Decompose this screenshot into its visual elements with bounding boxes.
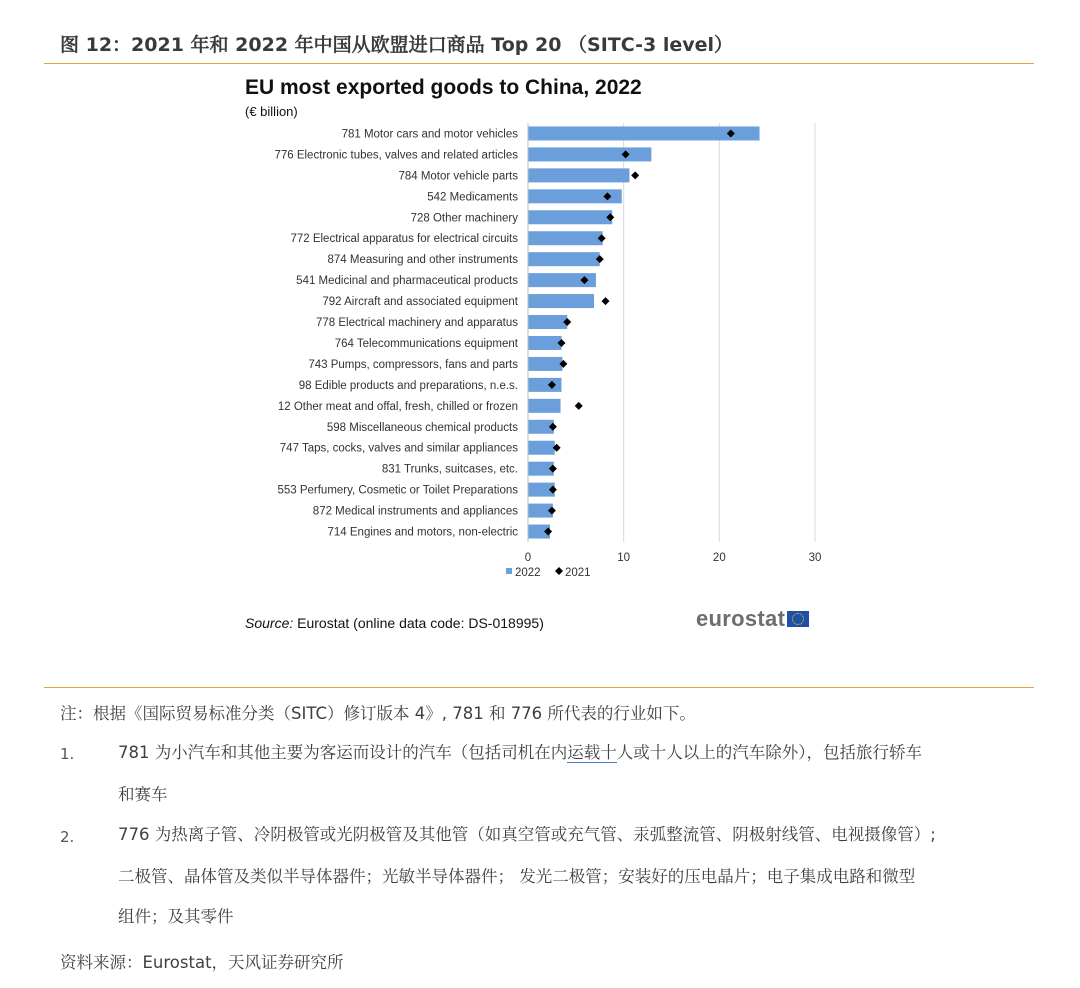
marker-2021 [575, 402, 583, 410]
legend-label-2022: 2022 [515, 567, 541, 579]
source-label: Source: [245, 615, 294, 631]
note-item-1-underlined: 运载十 [567, 743, 617, 762]
category-label: 772 Electrical apparatus for electrical circuits [290, 233, 518, 246]
logo-text: eurostat [696, 606, 786, 631]
category-label: 776 Electronic tubes, valves and related articles [274, 149, 518, 162]
category-label: 542 Medicaments [427, 191, 518, 204]
category-label: 784 Motor vehicle parts [398, 170, 518, 183]
note-heading: 注：根据《国际贸易标准分类（SITC）修订版本 4》, 781 和 776 所代表的行业如下。 [60, 704, 696, 723]
chart-title: EU most exported goods to China, 2022 [245, 76, 642, 99]
category-label: 743 Pumps, compressors, fans and parts [308, 358, 518, 371]
bar-2022 [528, 252, 600, 266]
category-label: 781 Motor cars and motor vehicles [341, 128, 518, 141]
chart-unit: (€ billion) [245, 104, 298, 119]
bottom-divider [44, 687, 1034, 688]
marker-2021 [601, 297, 609, 305]
category-label: 792 Aircraft and associated equipment [322, 296, 518, 309]
category-label: 874 Measuring and other instruments [327, 254, 518, 267]
figure-title: 图 12：2021 年和 2022 年中国从欧盟进口商品 Top 20 （SITC-3 level） [60, 34, 734, 56]
bar-2022 [528, 231, 603, 245]
legend-label-2021: 2021 [565, 567, 591, 579]
category-label: 12 Other meat and offal, fresh, chilled or frozen [277, 400, 518, 413]
bar-2022 [528, 210, 612, 224]
category-label: 747 Taps, cocks, valves and similar appliances [279, 442, 518, 455]
legend-swatch-2022 [506, 568, 512, 574]
note-item-1-line-1 [118, 736, 922, 770]
note-item-1-text-b: 人或十人以上的汽车除外），包括旅行轿车 [616, 743, 922, 762]
bar-2022 [528, 441, 555, 455]
category-label: 778 Electrical machinery and apparatus [315, 317, 518, 330]
category-label: 872 Medical instruments and appliances [312, 505, 518, 518]
category-label: 541 Medicinal and pharmaceutical products [296, 275, 518, 288]
category-label: 714 Engines and motors, non-electric [327, 526, 518, 539]
x-tick-label: 30 [808, 552, 822, 564]
source-text: Eurostat (online data code: DS-018995) [297, 615, 544, 631]
category-label: 598 Miscellaneous chemical products [326, 421, 518, 434]
category-label: 553 Perfumery, Cosmetic or Toilet Preparations [277, 484, 518, 497]
bar-2022 [528, 336, 561, 350]
legend-marker-2021 [555, 567, 563, 575]
bar-2022 [528, 315, 567, 329]
bar-2022 [528, 126, 760, 140]
note-item-1-line-2: 和赛车 [118, 785, 168, 804]
note-item-1-text-a: 781 为小汽车和其他主要为客运而设计的汽车（包括司机在内 [118, 743, 568, 762]
marker-2021 [631, 171, 639, 179]
x-tick-label: 10 [617, 552, 631, 564]
note-item-2-line-1: 776 为热离子管、冷阴极管或光阴极管及其他管（如真空管或充气管、汞弧整流管、阴极射线管、电视摄像管）; [118, 825, 936, 844]
data-source-line: 资料来源：Eurostat，天风证券研究所 [60, 953, 344, 972]
bar-2022 [528, 168, 629, 182]
note-item-2-line-3: 组件；及其零件 [118, 907, 234, 926]
x-tick-label: 20 [712, 552, 726, 564]
category-label: 831 Trunks, suitcases, etc. [381, 463, 518, 476]
bar-2022 [528, 147, 651, 161]
note-item-number: 1. [60, 745, 75, 763]
category-label: 728 Other machinery [410, 212, 518, 225]
x-tick-label: 0 [524, 552, 532, 564]
bar-2022 [528, 399, 561, 413]
category-label: 98 Edible products and preparations, n.e.s. [298, 379, 518, 392]
category-label: 764 Telecommunications equipment [334, 337, 518, 350]
eurostat-logo [696, 606, 809, 632]
eu-flag-icon [787, 611, 809, 627]
chart-source [245, 615, 544, 631]
note-item-2-line-2: 二极管、晶体管及类似半导体器件；光敏半导体器件； 发光二极管；安装好的压电晶片；电子集成电路和微型 [118, 867, 916, 886]
bar-2022 [528, 294, 594, 308]
note-item-number: 2. [60, 828, 75, 846]
bar-2022 [528, 378, 561, 392]
bar-2022 [528, 357, 562, 371]
